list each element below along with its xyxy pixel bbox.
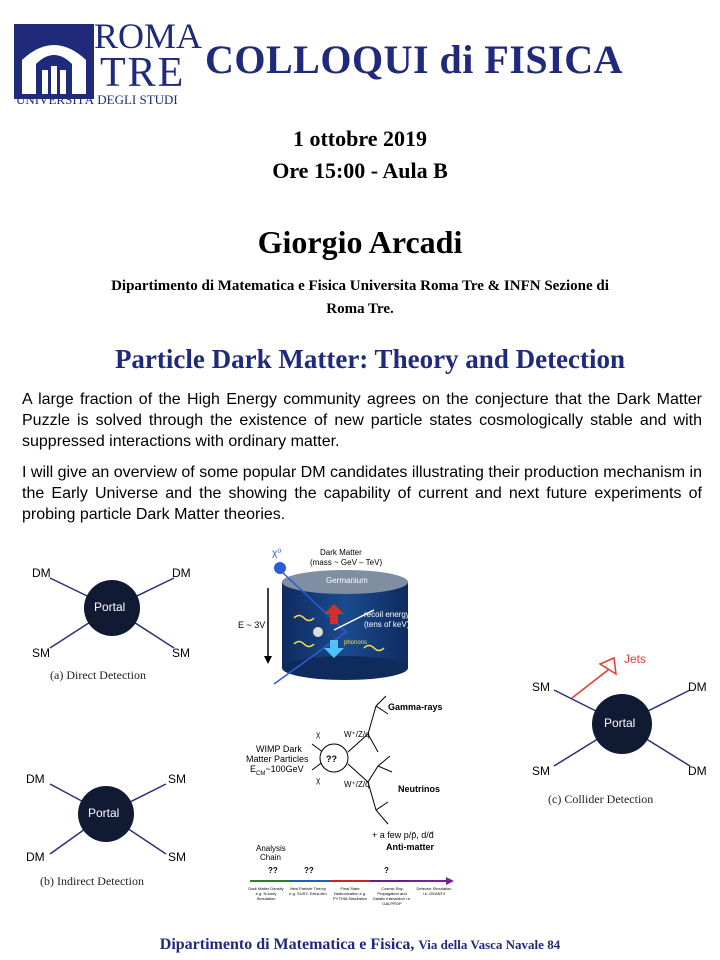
annihilation-unknown: ?? xyxy=(326,754,337,764)
logo-roma: ROMA xyxy=(94,16,203,56)
gamma-rays-label: Gamma-rays xyxy=(388,702,443,712)
wimp-ecm-value: ~100GeV xyxy=(265,764,304,774)
chain-title-2: Chain xyxy=(260,853,281,862)
detector-dm-mass: (mass ~ GeV – TeV) xyxy=(310,558,383,567)
dm-label-b-left-bottom: DM xyxy=(26,850,45,864)
detector-material: Germanium xyxy=(326,576,368,585)
chain-q1: ?? xyxy=(268,866,278,875)
analysis-chain xyxy=(246,844,466,914)
wimp-label-3 xyxy=(250,764,304,777)
dm-label-c-right: DM xyxy=(688,680,707,694)
logo-subtitle: UNIVERSITÀ DEGLI STUDI xyxy=(16,92,178,107)
portal-label-a: Portal xyxy=(94,600,126,614)
direct-detection-detector xyxy=(234,548,444,688)
indirect-detection-diagram xyxy=(22,768,202,894)
speaker-affiliation-line2: Roma Tre. xyxy=(326,301,394,317)
abstract-paragraph-2: I will give an overview of some popular DM candidates illustrating their production mechanism in the Early Universe and the showing the capability of current and next future experiments of probing particle Dark Matter theories. xyxy=(22,464,702,523)
sm-label-a-left: SM xyxy=(32,646,50,660)
chain-step-2: New Particle Theory e.g. SUSY, Extra-dim xyxy=(289,886,327,896)
jets-label: Jets xyxy=(624,652,647,666)
caption-direct-detection: (a) Direct Detection xyxy=(50,668,146,682)
chain-step-1: Dark Matter Density e.g. N-body Simulation xyxy=(248,886,284,901)
page-title: COLLOQUI di FISICA xyxy=(205,37,623,82)
logo-tre: TRE xyxy=(100,50,186,96)
detector-chi: χ⁰ xyxy=(272,548,282,559)
antimatter-line1: + a few p/p̄, d/d̄ xyxy=(372,830,434,840)
sm-label-b-right-bottom: SM xyxy=(168,850,186,864)
footer xyxy=(0,936,720,954)
chain-arrow xyxy=(246,876,466,886)
portal-label-c: Portal xyxy=(604,716,636,730)
wimp-label-2: Matter Particles xyxy=(246,754,309,764)
sm-label-a-right: SM xyxy=(172,646,190,660)
direct-detection-diagram xyxy=(22,562,202,688)
chi-top: χ xyxy=(316,730,321,739)
chain-step-5: Detector Simulation i.e. GEANT4 xyxy=(416,886,452,896)
collider-detection-diagram xyxy=(526,650,716,810)
chain-step-3: Final State Hadronization e.g. PYTHIA Simulation xyxy=(332,886,367,901)
detector-phonons: phonons xyxy=(344,640,368,646)
dm-label-a-right: DM xyxy=(172,566,191,580)
chain-title-1: Analysis xyxy=(256,844,286,853)
wimp-label-1: WIMP Dark xyxy=(256,744,302,754)
detector-field: E ~ 3V xyxy=(238,620,266,630)
event-date: 1 ottobre 2019 xyxy=(292,126,428,151)
dm-label-c-right-bottom: DM xyxy=(688,764,707,778)
chain-q2: ?? xyxy=(304,866,314,875)
speaker-affiliation-line1: Dipartimento di Matematica e Fisica Universita Roma Tre & INFN Sezione di xyxy=(111,278,609,294)
talk-title: Particle Dark Matter: Theory and Detection xyxy=(114,344,626,374)
chain-q3: ? xyxy=(384,866,389,875)
neutrinos-label: Neutrinos xyxy=(398,784,441,794)
detector-recoil-2: (tens of keV) xyxy=(364,620,410,629)
portal-label-b: Portal xyxy=(88,806,120,820)
roma-tre-emblem-icon xyxy=(14,24,94,99)
footer-department: Dipartimento di Matematica e Fisica, xyxy=(159,936,415,953)
antimatter-line2: Anti-matter xyxy=(386,842,435,852)
wimp-ecm: E xyxy=(250,764,257,774)
sm-label-b-right: SM xyxy=(168,772,186,786)
detector-recoil-1: recoil energy xyxy=(364,610,410,619)
chi-bottom: χ xyxy=(316,776,321,785)
detector-graphic xyxy=(234,548,444,688)
speaker-name: Giorgio Arcadi xyxy=(257,224,463,260)
chain-step-4: Cosmic Ray Propagation and Galatic Interaction i.e. GALPROP xyxy=(372,886,412,906)
dm-label-b-left: DM xyxy=(26,772,45,786)
abstract-paragraph-1: A large fraction of the High Energy community agrees on the conjecture that the Dark Matter Puzzle is solved through the existence of new particle states cosmologically stable and with suppressed interactions with ordinary matter. xyxy=(22,391,702,450)
indirect-detection-schematic xyxy=(228,692,458,852)
university-logo xyxy=(14,16,203,110)
wz-bottom: W⁺/Z/q̄ xyxy=(344,780,370,789)
wimp-ecm-sub: CM xyxy=(256,770,266,777)
event-time-place: Ore 15:00 - Aula B xyxy=(272,158,448,183)
caption-indirect-detection: (b) Indirect Detection xyxy=(40,874,144,888)
sm-label-c-left-bottom: SM xyxy=(532,764,550,778)
wz-top: W⁺/Z/q xyxy=(344,730,370,739)
caption-collider-detection: (c) Collider Detection xyxy=(548,792,654,806)
sm-label-c-left: SM xyxy=(532,680,550,694)
dm-label-a-left: DM xyxy=(32,566,51,580)
footer-address: Via della Vasca Navale 84 xyxy=(418,937,561,952)
detector-dm-label: Dark Matter xyxy=(320,548,362,557)
